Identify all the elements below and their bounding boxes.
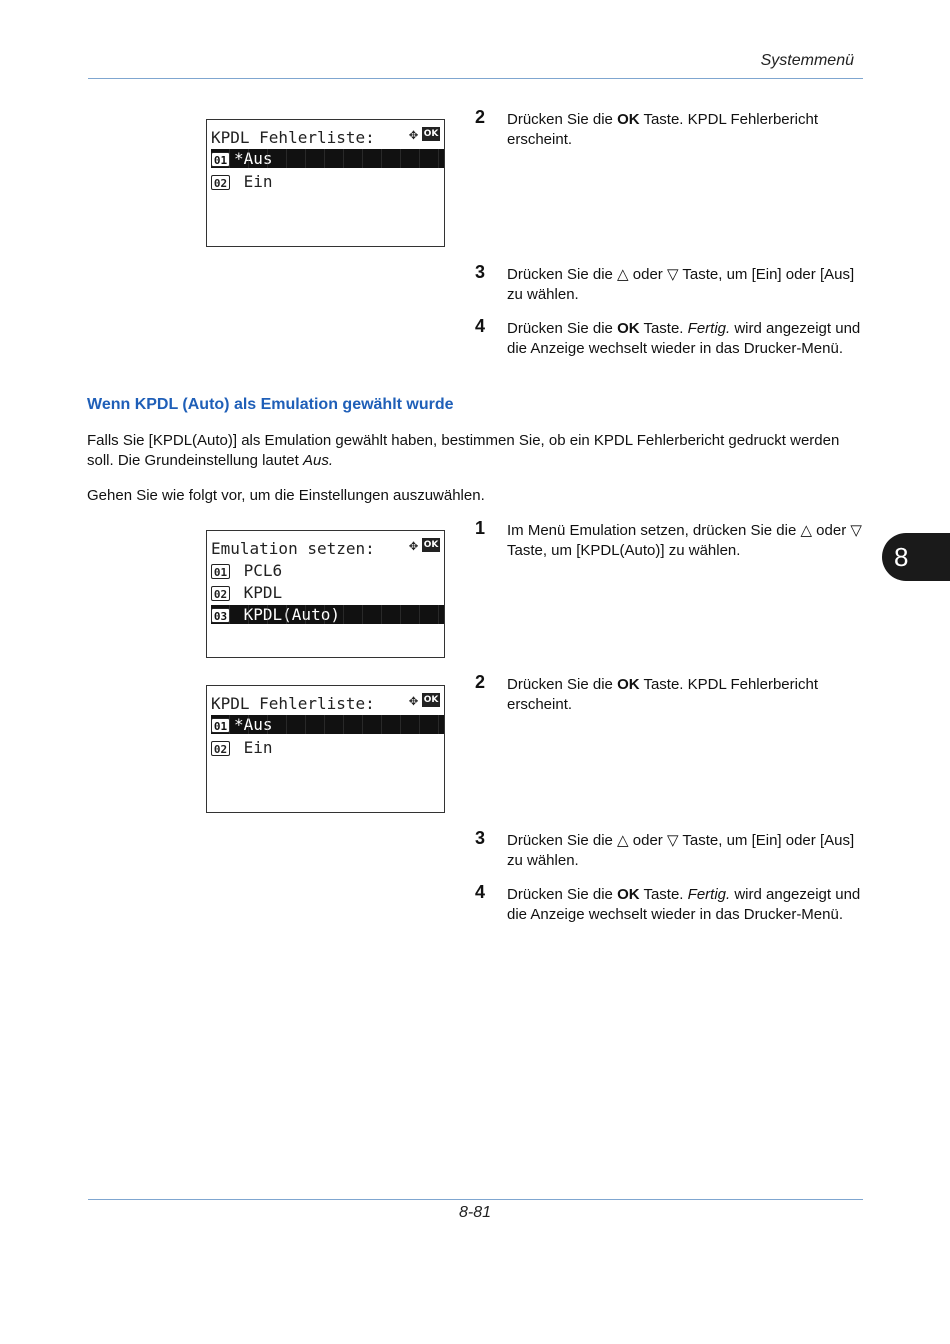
lcd-option-kpdl[interactable] [211, 583, 444, 602]
section-paragraph-1 [87, 431, 867, 470]
step-text: Drücken Sie die △ oder ▽ Taste, um [Ein] oder [Aus] zu wählen. [507, 266, 855, 303]
paragraph-text: Falls Sie [KPDL(Auto)] als Emulation gewählt haben, bestimmen Sie, ob ein KPDL Fehlerbericht gedruckt werden soll. Die Grundeinstellung lautet [87, 432, 840, 469]
step-3-bottom [475, 828, 865, 870]
step-3-top [475, 262, 865, 304]
step-number: 2 [475, 672, 486, 692]
step-number: 4 [475, 882, 486, 902]
page-number: 8-81 [458, 1204, 492, 1221]
step-number: 3 [475, 828, 486, 848]
chapter-tab: 8 [882, 533, 950, 581]
number-key-icon: 03 [211, 608, 230, 623]
step-2-top [475, 107, 865, 149]
number-key-icon: 01 [211, 718, 230, 733]
step-text: Drücken Sie die [507, 676, 618, 693]
lcd-title-icons [409, 127, 440, 141]
number-key-icon: 01 [211, 152, 230, 167]
lcd-option-label: KPDL [234, 583, 283, 602]
step-text: Drücken Sie die [507, 320, 618, 337]
number-key-icon: 02 [211, 741, 230, 756]
lcd-panel-emulation [206, 530, 445, 658]
lcd-option-ein[interactable] [211, 738, 444, 757]
lcd-option-aus[interactable] [211, 715, 444, 734]
section-paragraph-2: Gehen Sie wie folgt vor, um die Einstellungen auszuwählen. [87, 487, 485, 504]
ok-key-label: OK [617, 111, 640, 128]
step-number: 2 [475, 107, 486, 127]
step-text: wird angezeigt und die Anzeige wechselt wieder in das Drucker-Menü. [507, 886, 861, 923]
number-key-icon: 02 [211, 586, 230, 601]
lcd-option-pcl6[interactable] [211, 561, 444, 580]
paragraph-italic: Aus. [302, 451, 333, 469]
ok-key-label: OK [617, 886, 640, 903]
lcd-option-label: PCL6 [234, 561, 283, 580]
lcd-option-kpdl-auto[interactable] [211, 605, 444, 624]
step-text: Taste. KPDL Fehlerbericht erscheint. [507, 676, 818, 713]
step-text: Drücken Sie die △ oder ▽ Taste, um [Ein] oder [Aus] zu wählen. [507, 832, 855, 869]
four-way-arrow-icon: ✥ [408, 691, 418, 709]
step-text: Taste. [639, 886, 688, 903]
lcd-option-ein[interactable] [211, 172, 444, 191]
lcd-option-label: *Aus [234, 715, 273, 734]
ok-icon: OK [423, 695, 439, 705]
step-text: Drücken Sie die [507, 886, 618, 903]
step-text: Taste. KPDL Fehlerbericht erscheint. [507, 111, 818, 148]
step-text: Drücken Sie die [507, 111, 618, 128]
lcd-panel-fehlerliste-1 [206, 119, 445, 247]
step-number: 1 [475, 518, 486, 538]
lcd-option-label: Ein [234, 738, 273, 757]
lcd-title: KPDL Fehlerliste: [211, 128, 375, 147]
step-4-bottom [475, 882, 865, 924]
four-way-arrow-icon: ✥ [408, 125, 418, 143]
lcd-panel-fehlerliste-2 [206, 685, 445, 813]
lcd-title: KPDL Fehlerliste: [211, 694, 375, 713]
ok-icon: OK [423, 540, 439, 550]
lcd-title: Emulation setzen: [211, 539, 375, 558]
fertig-label: Fertig. [687, 320, 731, 337]
lcd-option-label: KPDL(Auto) [234, 605, 340, 624]
section-heading: Wenn KPDL (Auto) als Emulation gewählt wurde [87, 396, 454, 413]
ok-key-label: OK [617, 676, 640, 693]
step-number: 4 [475, 316, 486, 336]
number-key-icon: 02 [211, 175, 230, 190]
lcd-option-label: Ein [234, 172, 273, 191]
lcd-title-icons [409, 693, 440, 707]
header-title: Systemmenü [760, 52, 854, 69]
step-2-bottom [475, 672, 865, 714]
lcd-option-aus[interactable] [211, 149, 444, 168]
number-key-icon: 01 [211, 564, 230, 579]
step-1-bottom [475, 518, 865, 560]
lcd-option-label: *Aus [234, 149, 273, 168]
step-text: wird angezeigt und die Anzeige wechselt wieder in das Drucker-Menü. [507, 320, 861, 357]
ok-key-label: OK [617, 320, 640, 337]
step-number: 3 [475, 262, 486, 282]
four-way-arrow-icon: ✥ [408, 536, 418, 554]
fertig-label: Fertig. [687, 886, 731, 903]
ok-icon: OK [423, 129, 439, 139]
header-rule [88, 78, 863, 79]
step-text: Taste. [639, 320, 688, 337]
step-text: Im Menü Emulation setzen, drücken Sie die △ oder ▽ Taste, um [KPDL(Auto)] zu wählen. [507, 522, 862, 559]
footer-rule [88, 1199, 863, 1200]
lcd-title-icons [409, 538, 440, 552]
step-4-top [475, 316, 865, 358]
